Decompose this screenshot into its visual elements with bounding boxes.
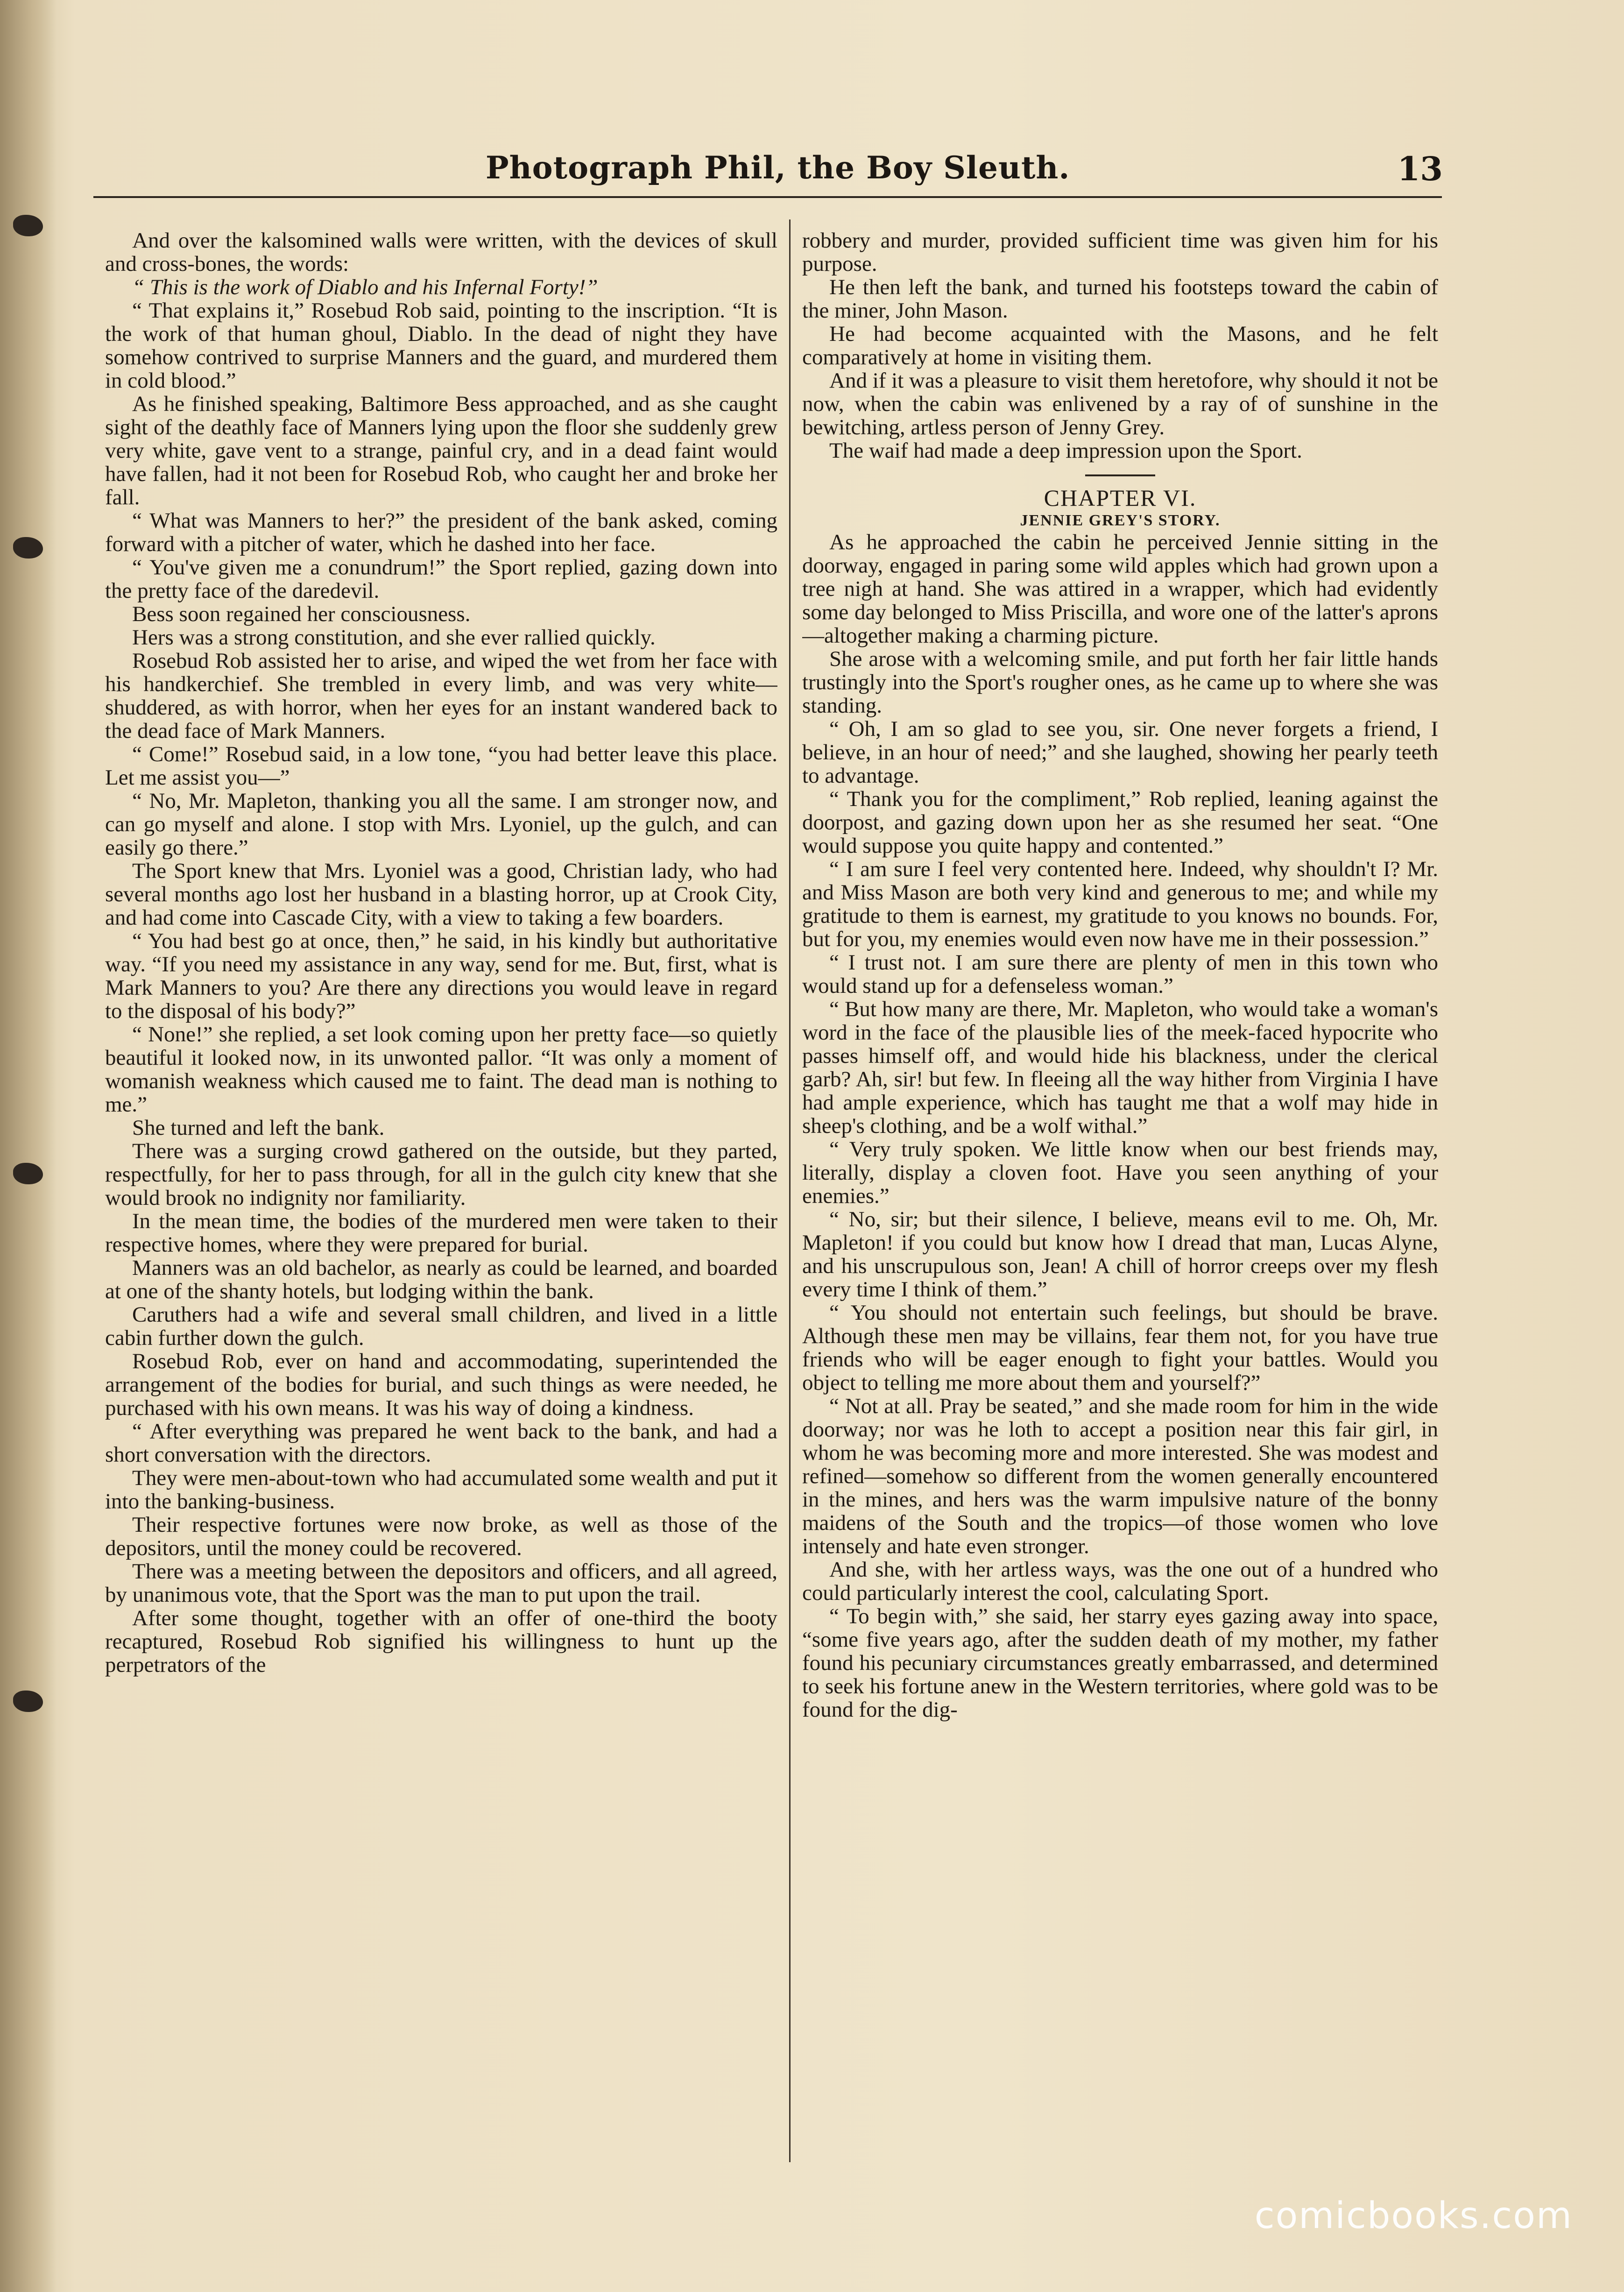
chapter-subheading: JENNIE GREY'S STORY. bbox=[1020, 512, 1221, 529]
page-spine bbox=[0, 0, 56, 2292]
paragraph: In the mean time, the bodies of the murdered men were taken to their respective homes, where they were prepared for burial. bbox=[105, 1209, 777, 1257]
paragraph: And if it was a pleasure to visit them heretofore, why should it not be now, when the cabin was enlivened by a ray of of sunshine in the bewitching, artless person of Jenny Grey. bbox=[802, 368, 1438, 439]
section-separator bbox=[1085, 474, 1155, 476]
paragraph: She arose with a welcoming smile, and put forth her fair little hands trustingly into the Sport's rougher ones, as he came up to where she was standing. bbox=[802, 647, 1438, 718]
paragraph: Manners was an old bachelor, as nearly as could be learned, and boarded at one of the shanty hotels, but lodging within the bank. bbox=[105, 1256, 777, 1303]
paragraph: “ No, Mr. Mapleton, thanking you all the same. I am stronger now, and can go myself and alone. I stop with Mrs. Lyoniel, up the gulch, and can easily go there.” bbox=[105, 789, 777, 860]
paragraph: “ You had best go at once, then,” he said, in his kindly but authoritative way. “If you need my assistance in any way, send for me. But, first, what is Mark Manners to you? Are there any directions you would leave in regard to the disposal of his body?” bbox=[105, 929, 777, 1023]
paragraph: “ None!” she replied, a set look coming upon her pretty face—so quietly beautiful it looked now, in its unwonted pallor. “It was only a moment of womanish weakness which caused me to faint. The dead man is nothing to me.” bbox=[105, 1022, 777, 1117]
paragraph: Bess soon regained her consciousness. bbox=[132, 602, 471, 626]
paragraph: “ This is the work of Diablo and his Infernal Forty!” bbox=[132, 275, 598, 299]
paragraph: “ I am sure I feel very contented here. Indeed, why shouldn't I? Mr. and Miss Mason are both very kind and generous to me; and while my gratitude to them is earnest, my gratitude to you knows no bounds. For, but for you, my enemies would even now have me in their possession.” bbox=[802, 857, 1438, 951]
paragraph: And she, with her artless ways, was the one out of a hundred who could particularly interest the cool, calculating Sport. bbox=[802, 1557, 1438, 1605]
paragraph: They were men-about-town who had accumulated some wealth and put it into the banking-business. bbox=[105, 1466, 777, 1514]
right-column-opening bbox=[802, 229, 1438, 462]
running-title: Photograph Phil, the Boy Sleuth. bbox=[486, 149, 1070, 186]
paragraph: As he approached the cabin he perceived Jennie sitting in the doorway, engaged in paring some wild apples which had grown upon a tree nigh at hand. She was attired in a wrapper, which had evidently some day belonged to Miss Priscilla, and wore one of the latter's aprons—altogether making a charming picture. bbox=[802, 530, 1438, 648]
paragraph: After some thought, together with an offer of one-third the booty recaptured, Rosebud Rob signified his willingness to hunt up the perpetrators of the bbox=[105, 1606, 777, 1677]
paragraph: She turned and left the bank. bbox=[132, 1116, 385, 1140]
paragraph: Rosebud Rob, ever on hand and accommodating, superintended the arrangement of the bodies for burial, and such things as were needed, he purchased with his own means. It was his way of doing a kindness. bbox=[105, 1349, 777, 1420]
right-column bbox=[802, 229, 1438, 2167]
paragraph: “ You should not entertain such feelings, but should be brave. Although these men may be villains, fear them not, for you have true friends who will be eager enough to fight your battles. Would you object to telling me more about them and yourself?” bbox=[802, 1301, 1438, 1395]
paragraph: “ Thank you for the compliment,” Rob replied, leaning against the doorpost, and gazing down upon her as she resumed her seat. “One would suppose you quite happy and contented.” bbox=[802, 787, 1438, 858]
paragraph: He had become acquainted with the Masons, and he felt comparatively at home in visiting them. bbox=[802, 322, 1438, 369]
paragraph: “ No, sir; but their silence, I believe, means evil to me. Oh, Mr. Mapleton! if you could but know how I dread that man, Lucas Alyne, and his unscrupulous son, Jean! A chill of horror creeps over my flesh every time I think of them.” bbox=[802, 1207, 1438, 1302]
paragraph: The Sport knew that Mrs. Lyoniel was a good, Christian lady, who had several months ago lost her husband in a blasting horror, up at Crook City, and had come into Cascade City, with a view to taking a few boarders. bbox=[105, 859, 777, 930]
page-header bbox=[75, 140, 1443, 191]
paragraph: There was a meeting between the depositors and officers, and all agreed, by unanimous vote, that the Sport was the man to put upon the trail. bbox=[105, 1559, 777, 1607]
paragraph: “ Come!” Rosebud said, in a low tone, “you had better leave this place. Let me assist you—” bbox=[105, 742, 777, 790]
paragraph: “ But how many are there, Mr. Mapleton, who would take a woman's word in the face of the plausible lies of the meek-faced hypocrite who passes himself off, and would hide his blackness, under the clerical garb? Ah, sir! but few. In fleeing all the way hither from Virginia I have had ample experience, which has taught me that a wolf may hide in sheep's clothing, and be a wolf withal.” bbox=[802, 997, 1438, 1138]
header-rule bbox=[93, 196, 1442, 198]
paragraph: “ What was Manners to her?” the president of the bank asked, coming forward with a pitcher of water, which he dashed into her face. bbox=[105, 509, 777, 556]
paragraph: “ To begin with,” she said, her starry eyes gazing away into space, “some five years ago, after the sudden death of my mother, my father found his pecuniary circumstances greatly embarrassed, and determined to seek his fortune anew in the Western territories, where gold was to be found for the dig- bbox=[802, 1604, 1438, 1722]
left-column bbox=[105, 229, 777, 2167]
column-divider bbox=[789, 219, 791, 2162]
paragraph: He then left the bank, and turned his footsteps toward the cabin of the miner, John Mason. bbox=[802, 275, 1438, 323]
paragraph: As he finished speaking, Baltimore Bess approached, and as she caught sight of the deathly face of Manners lying upon the floor she suddenly grew very white, gave vent to a strange, painful cry, and in a dead faint would have fallen, had it not been for Rosebud Rob, who caught her and broke her fall. bbox=[105, 392, 777, 509]
paragraph: Hers was a strong constitution, and she ever rallied quickly. bbox=[132, 625, 656, 650]
paragraph: There was a surging crowd gathered on the outside, but they parted, respectfully, for her to pass through, for all in the gulch city knew that she would brook no indignity nor familiarity. bbox=[105, 1139, 777, 1210]
page-number: 13 bbox=[1397, 149, 1443, 188]
paragraph: robbery and murder, provided sufficient time was given him for his purpose. bbox=[802, 229, 1438, 276]
paragraph: “ Oh, I am so glad to see you, sir. One never forgets a friend, I believe, in an hour of need;” and she laughed, showing her pearly teeth to advantage. bbox=[802, 717, 1438, 788]
paragraph: “ Very truly spoken. We little know when our best friends may, literally, display a cloven foot. Have you seen anything of your enemies.” bbox=[802, 1137, 1438, 1208]
right-column-chapter-text bbox=[802, 531, 1438, 1721]
paragraph: “ After everything was prepared he went back to the bank, and had a short conversation with the directors. bbox=[105, 1419, 777, 1467]
paragraph: Their respective fortunes were now broke, as well as those of the depositors, until the money could be recovered. bbox=[105, 1513, 777, 1560]
paragraph: And over the kalsomined walls were written, with the devices of skull and cross-bones, the words: bbox=[105, 229, 777, 276]
paragraph: Rosebud Rob assisted her to arise, and wiped the wet from her face with his handkerchief. She trembled in every limb, and was very white—shuddered, as with horror, when her eyes for an instant wandered back to the dead face of Mark Manners. bbox=[105, 649, 777, 743]
paragraph: “ Not at all. Pray be seated,” and she made room for him in the wide doorway; nor was he loth to accept a position near this fair girl, in whom he was becoming more and more interested. She was modest and refined—somehow so different from the women generally encountered in the mines, and hers was the warm impulsive nature of the bonny maidens of the South and the tropics—of those women who love intensely and hate even stronger. bbox=[802, 1394, 1438, 1558]
chapter-heading: CHAPTER VI. bbox=[1044, 485, 1197, 511]
paragraph: “ That explains it,” Rosebud Rob said, pointing to the inscription. “It is the work of that human ghoul, Diablo. In the dead of night they have somehow contrived to surprise Manners and the guard, and murdered them in cold blood.” bbox=[105, 298, 777, 393]
paragraph: The waif had made a deep impression upon the Sport. bbox=[829, 439, 1302, 463]
paragraph: “ I trust not. I am sure there are plenty of men in this town who would stand up for a defenseless woman.” bbox=[802, 950, 1438, 998]
watermark: comicbooks.com bbox=[1254, 2195, 1573, 2237]
paragraph: “ You've given me a conundrum!” the Sport replied, gazing down into the pretty face of the daredevil. bbox=[105, 555, 777, 603]
paragraph: Caruthers had a wife and several small children, and lived in a little cabin further down the gulch. bbox=[105, 1302, 777, 1350]
